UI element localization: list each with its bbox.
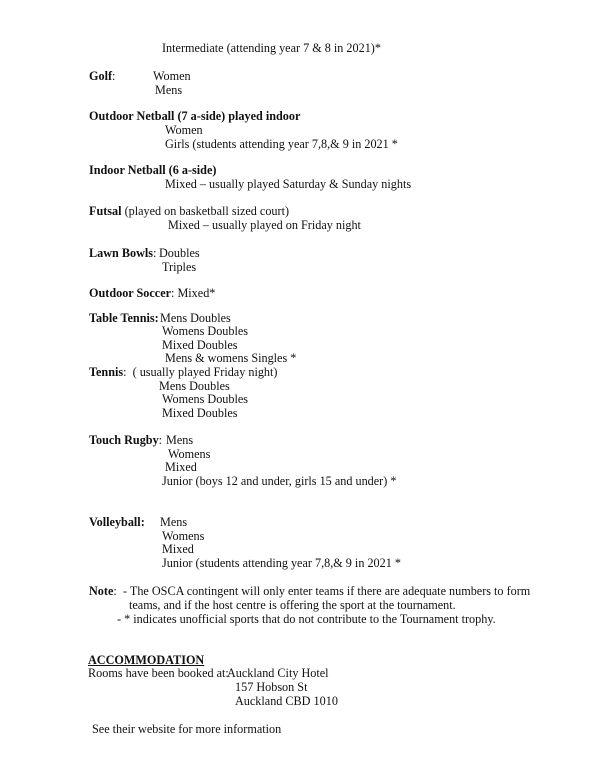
volleyball-item: Womens [162,529,205,543]
tennis-heading: Tennis: ( usually played Friday night) [89,365,278,379]
table-tennis-item: Womens Doubles [162,324,249,338]
hotel-address: 157 Hobson St [235,680,308,694]
golf-item: Women [153,69,191,83]
table-tennis-item: Mens & womens Singles * [165,351,297,365]
note-line: - The OSCA contingent will only enter teams if there are adequate numbers to form [123,584,531,598]
golf-heading: Golf: [89,69,116,83]
indoor-netball-item: Mixed – usually played Saturday & Sunday nights [165,177,412,191]
touch-rugby-item: Mixed [165,460,197,474]
accommodation-heading: ACCOMMODATION [88,653,205,667]
note-line: teams, and if the host centre is offering the sport at the tournament. [129,598,456,612]
table-tennis-item: Mens Doubles [160,311,231,325]
lawn-bowls-heading: Lawn Bowls: [89,246,157,260]
futsal-item: Mixed – usually played on Friday night [168,218,361,232]
touch-rugby-heading: Touch Rugby: [89,433,163,447]
volleyball-item: Junior (students attending year 7,8,& 9 in 2021 * [162,556,401,570]
table-tennis-heading: Table Tennis: [89,311,159,325]
volleyball-item: Mens [160,515,188,529]
table-tennis-item: Mixed Doubles [162,338,238,352]
volleyball-heading: Volleyball: [89,515,145,529]
outdoor-netball-heading: Outdoor Netball (7 a-side) played indoor [89,109,301,123]
lawn-bowls-item: Doubles [159,246,200,260]
outdoor-netball-item: Women [165,123,203,137]
tennis-item: Mixed Doubles [162,406,238,420]
touch-rugby-item: Womens [168,447,211,461]
note-heading: Note: [89,584,117,598]
hotel-city: Auckland CBD 1010 [235,694,338,708]
tennis-item: Womens Doubles [162,392,249,406]
lawn-bowls-item: Triples [162,260,197,274]
outdoor-netball-item: Girls (students attending year 7,8,& 9 in 2021 * [165,137,398,151]
accommodation-intro: Rooms have been booked at: [88,666,229,680]
hotel-name: Auckland City Hotel [227,666,329,680]
futsal-heading: Futsal (played on basketball sized court) [89,204,290,218]
tennis-item: Mens Doubles [159,379,230,393]
website-note: See their website for more information [92,722,282,736]
note-line: - * indicates unofficial sports that do not contribute to the Tournament trophy. [117,612,496,626]
touch-rugby-item: Junior (boys 12 and under, girls 15 and under) * [162,474,397,488]
touch-rugby-item: Mens [166,433,194,447]
outdoor-soccer-heading: Outdoor Soccer: Mixed* [89,286,216,300]
golf-item: Mens [155,83,183,97]
volleyball-item: Mixed [162,542,194,556]
intermediate-line: Intermediate (attending year 7 & 8 in 2021)* [162,41,381,55]
indoor-netball-heading: Indoor Netball (6 a-side) [89,163,217,177]
